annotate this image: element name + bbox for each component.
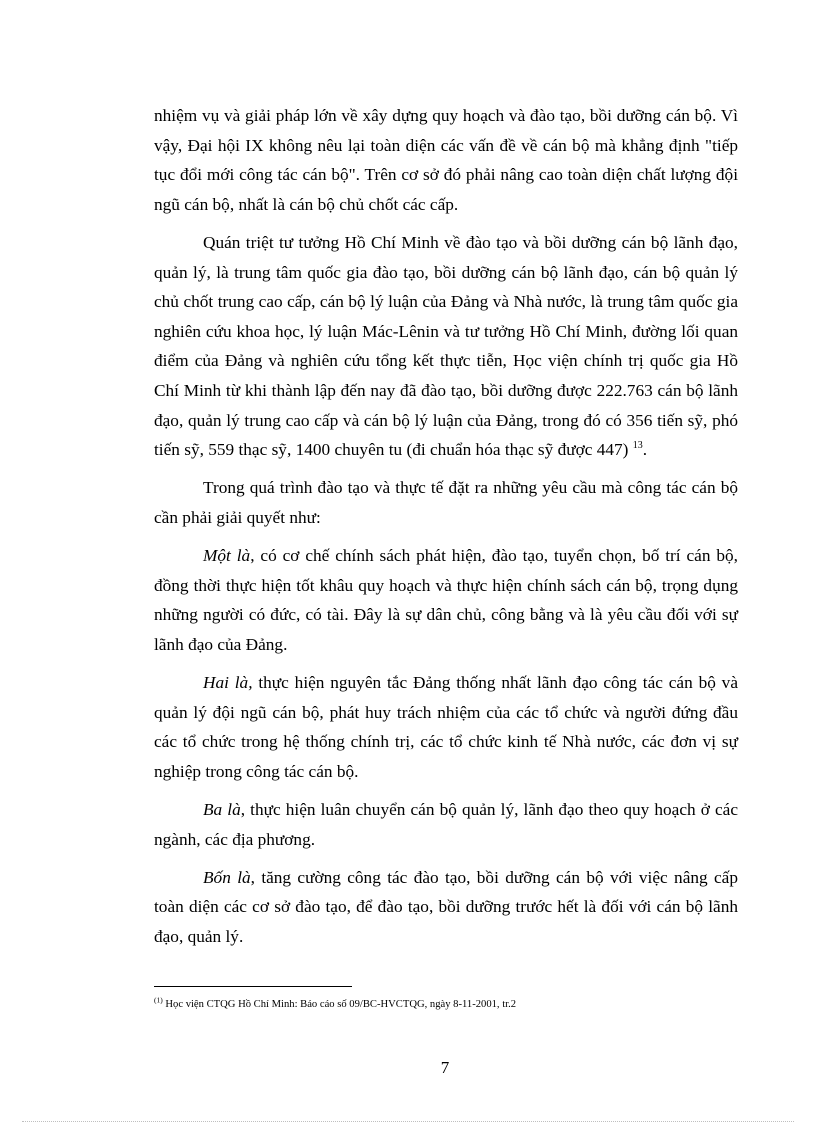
paragraph-2 — [154, 228, 738, 465]
page-number: 7 — [440, 1058, 450, 1077]
paragraph-6 — [154, 795, 738, 854]
citation-superscript: 13 — [632, 440, 643, 452]
page-bottom-border — [22, 1121, 794, 1122]
paragraph-7-text: , tăng cường công tác đào tạo, bồi dưỡng cán bộ với việc nâng cấp toàn diện các cơ sở đào tạo, để đào tạo, bồi dưỡng trước hết là đối với cán bộ lãnh đạo, quản lý. — [154, 867, 738, 946]
paragraph-5-text: thực hiện nguyên tắc Đảng thống nhất lãnh đạo công tác cán bộ và quản lý đội ngũ cán bộ, phát huy trách nhiệm của các tổ chức và người đứng đầu các tổ chức trong hệ thống chính trị, các tổ chức kinh tế Nhà nước, các đơn vị sự nghiệp trong công tác cán bộ. — [154, 673, 738, 781]
paragraph-6-lead: Ba là — [203, 800, 241, 820]
paragraph-4-text: , có cơ chế chính sách phát hiện, đào tạo, tuyển chọn, bố trí cán bộ, đồng thời thực hiện tốt khâu quy hoạch và thực hiện chính sách cán bộ, trọng dụng những người có đức, có tài. Đây là sự dân chủ, công bằng và là yêu cầu đối với sự lãnh đạo của Đảng. — [154, 546, 738, 654]
paragraph-1: nhiệm vụ và giải pháp lớn về xây dựng quy hoạch và đào tạo, bồi dưỡng cán bộ. Vì vậy, Đại hội IX không nêu lại toàn diện các vấn đề về cán bộ mà khẳng định "tiếp tục đổi mới công tác cán bộ". Trên cơ sở đó phải nâng cao toàn diện chất lượng đội ngũ cán bộ, nhất là cán bộ chủ chốt các cấp. — [154, 106, 738, 214]
footnote — [154, 995, 754, 1012]
paragraph-5-lead: Hai là, — [203, 673, 253, 693]
paragraph-5 — [154, 668, 738, 786]
footnote-text: Học viện CTQG Hồ Chí Minh: Báo cáo số 09/BC-HVCTQG, ngày 8-11-2001, tr.2 — [162, 999, 517, 1010]
footnote-divider — [154, 986, 352, 987]
paragraph-3: Trong quá trình đào tạo và thực tế đặt ra những yêu cầu mà công tác cán bộ cần phải giải quyết như: — [154, 478, 738, 527]
paragraph-2-end: . — [642, 440, 648, 460]
body-text — [154, 101, 738, 960]
paragraph-7 — [154, 863, 738, 952]
footnote-marker: (1) — [154, 995, 163, 1005]
paragraph-7-lead: Bốn là — [203, 867, 251, 887]
paragraph-4-lead: Một là — [203, 546, 251, 566]
paragraph-2-text: Quán triệt tư tưởng Hồ Chí Minh về đào tạo và bồi dưỡng cán bộ lãnh đạo, quản lý, là trung tâm quốc gia đào tạo, bồi dưỡng cán bộ lãnh đạo, cán bộ quản lý chủ chốt trung cao cấp, cán bộ lý luận của Đảng và Nhà nước, là trung tâm quốc gia nghiên cứu khoa học, lý luận Mác-Lênin và tư tưởng Hồ Chí Minh, đường lối quan điểm của Đảng và nghiên cứu tổng kết thực tiễn, Học viện chính trị quốc gia Hồ Chí Minh từ khi thành lập đến nay đã đào tạo, bồi dưỡng được 222.763 cán bộ lãnh đạo, quản lý trung cao cấp và cán bộ lý luận của Đảng, trong đó có 356 tiến sỹ, phó tiến sỹ, 559 thạc sỹ, 1400 chuyên tu (đi chuẩn hóa thạc sỹ được 447) — [154, 232, 738, 460]
paragraph-4 — [154, 541, 738, 659]
paragraph-6-text: , thực hiện luân chuyển cán bộ quản lý, lãnh đạo theo quy hoạch ở các ngành, các địa phương. — [154, 800, 738, 849]
